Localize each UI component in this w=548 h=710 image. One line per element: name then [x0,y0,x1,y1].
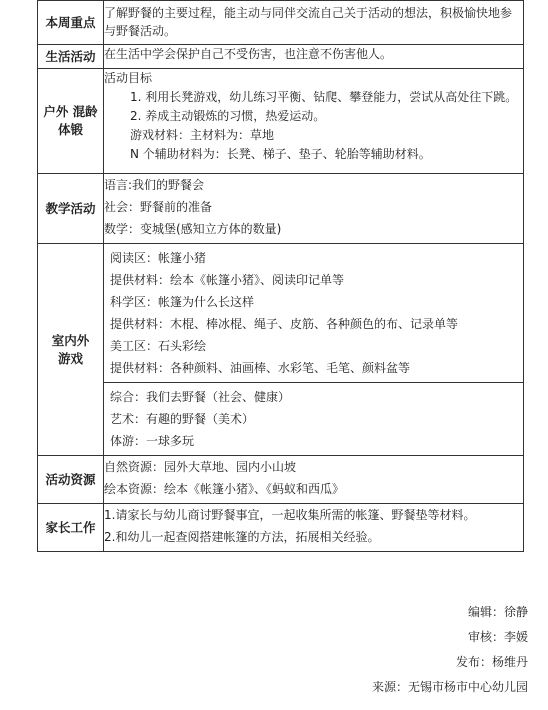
outdoor-line: 2. 养成主动锻炼的习惯，热爱运动。 [130,109,326,123]
outdoor-line: 活动目标 [104,71,153,85]
label-teaching: 教学活动 [38,174,104,244]
row-resources [38,456,524,504]
outdoor-line: N 个辅助材料为：长凳、梯子、垫子、轮胎等辅助材料。 [130,147,431,161]
label-weekly-focus: 本周重点 [38,1,104,45]
resources-line: 绘本资源：绘本《帐篷小猪》、《蚂蚁和西瓜》 [104,482,345,496]
indoor-line: 美工区：石头彩绘 [110,339,207,353]
label-outdoor-line1: 户外 混龄 [43,104,98,119]
indoor-line: 艺术：有趣的野餐（美术） [110,412,255,426]
source-credit: 来源：无锡市杨市中心幼儿园 [371,680,528,694]
row-outdoor [38,69,524,174]
row-teaching [38,174,524,244]
indoor-line: 综合：我们去野餐（社会、健康） [110,390,291,404]
teaching-line: 社会：野餐前的准备 [104,200,213,214]
label-indoor-line1: 室内外 [51,332,90,348]
life-activity-text: 在生活中学会保护自己不受伤害，也注意不伤害他人。 [104,47,393,61]
indoor-line: 提供材料：绘本《帐篷小猪》、阅读印记单等 [110,273,345,287]
row-weekly-focus [38,1,524,45]
indoor-line: 提供材料：木棍、棒冰棍、绳子、皮筋、各种颜色的布、记录单等 [110,317,459,331]
outdoor-line: 1. 利用长凳游戏，幼儿练习平衡、钻爬、攀登能力，尝试从高处往下跳。 [130,90,518,104]
indoor-line: 体游：一球多玩 [110,434,195,448]
indoor-line: 阅读区：帐篷小猪 [110,251,207,265]
label-indoor [38,244,104,456]
label-outdoor [38,69,104,174]
label-outdoor-line2: 体锻 [57,122,83,137]
row-indoor-outdoor-games [38,244,524,456]
parent-work-line: 2.和幼儿一起查阅搭建帐篷的方法，拓展相关经验。 [104,530,380,544]
row-parent-work [38,504,524,552]
reviewer-credit: 审核：李媛 [467,630,528,644]
outdoor-line: 游戏材料：主材料为：草地 [130,128,275,142]
row-life-activity [38,45,524,69]
editor-credit: 编辑：徐静 [467,605,528,619]
weekly-focus-text: 了解野餐的主要过程，能主动与同伴交流自己关于活动的想法，积极愉快地参与野餐活动。 [104,6,513,38]
label-life-activity: 生活活动 [38,45,104,69]
teaching-line: 语言:我们的野餐会 [104,178,205,192]
indoor-line: 科学区：帐篷为什么长这样 [110,295,255,309]
resources-line: 自然资源：园外大草地、园内小山坡 [104,460,297,474]
label-indoor-line2: 游戏 [57,350,83,366]
teaching-line: 数学：变城堡(感知立方体的数量) [104,222,282,236]
label-resources: 活动资源 [38,456,104,504]
parent-work-line: 1.请家长与幼儿商讨野餐事宜，一起收集所需的帐篷、野餐垫等材料。 [104,508,476,522]
publisher-credit: 发布：杨维丹 [455,655,528,669]
credits-block [372,600,528,700]
label-parent-work: 家长工作 [38,504,104,552]
indoor-area-group [104,244,523,382]
indoor-line: 提供材料：各种颜料、油画棒、水彩笔、毛笔、颜料盆等 [110,361,411,375]
indoor-theme-group [104,382,523,455]
weekly-plan-table [37,0,524,552]
